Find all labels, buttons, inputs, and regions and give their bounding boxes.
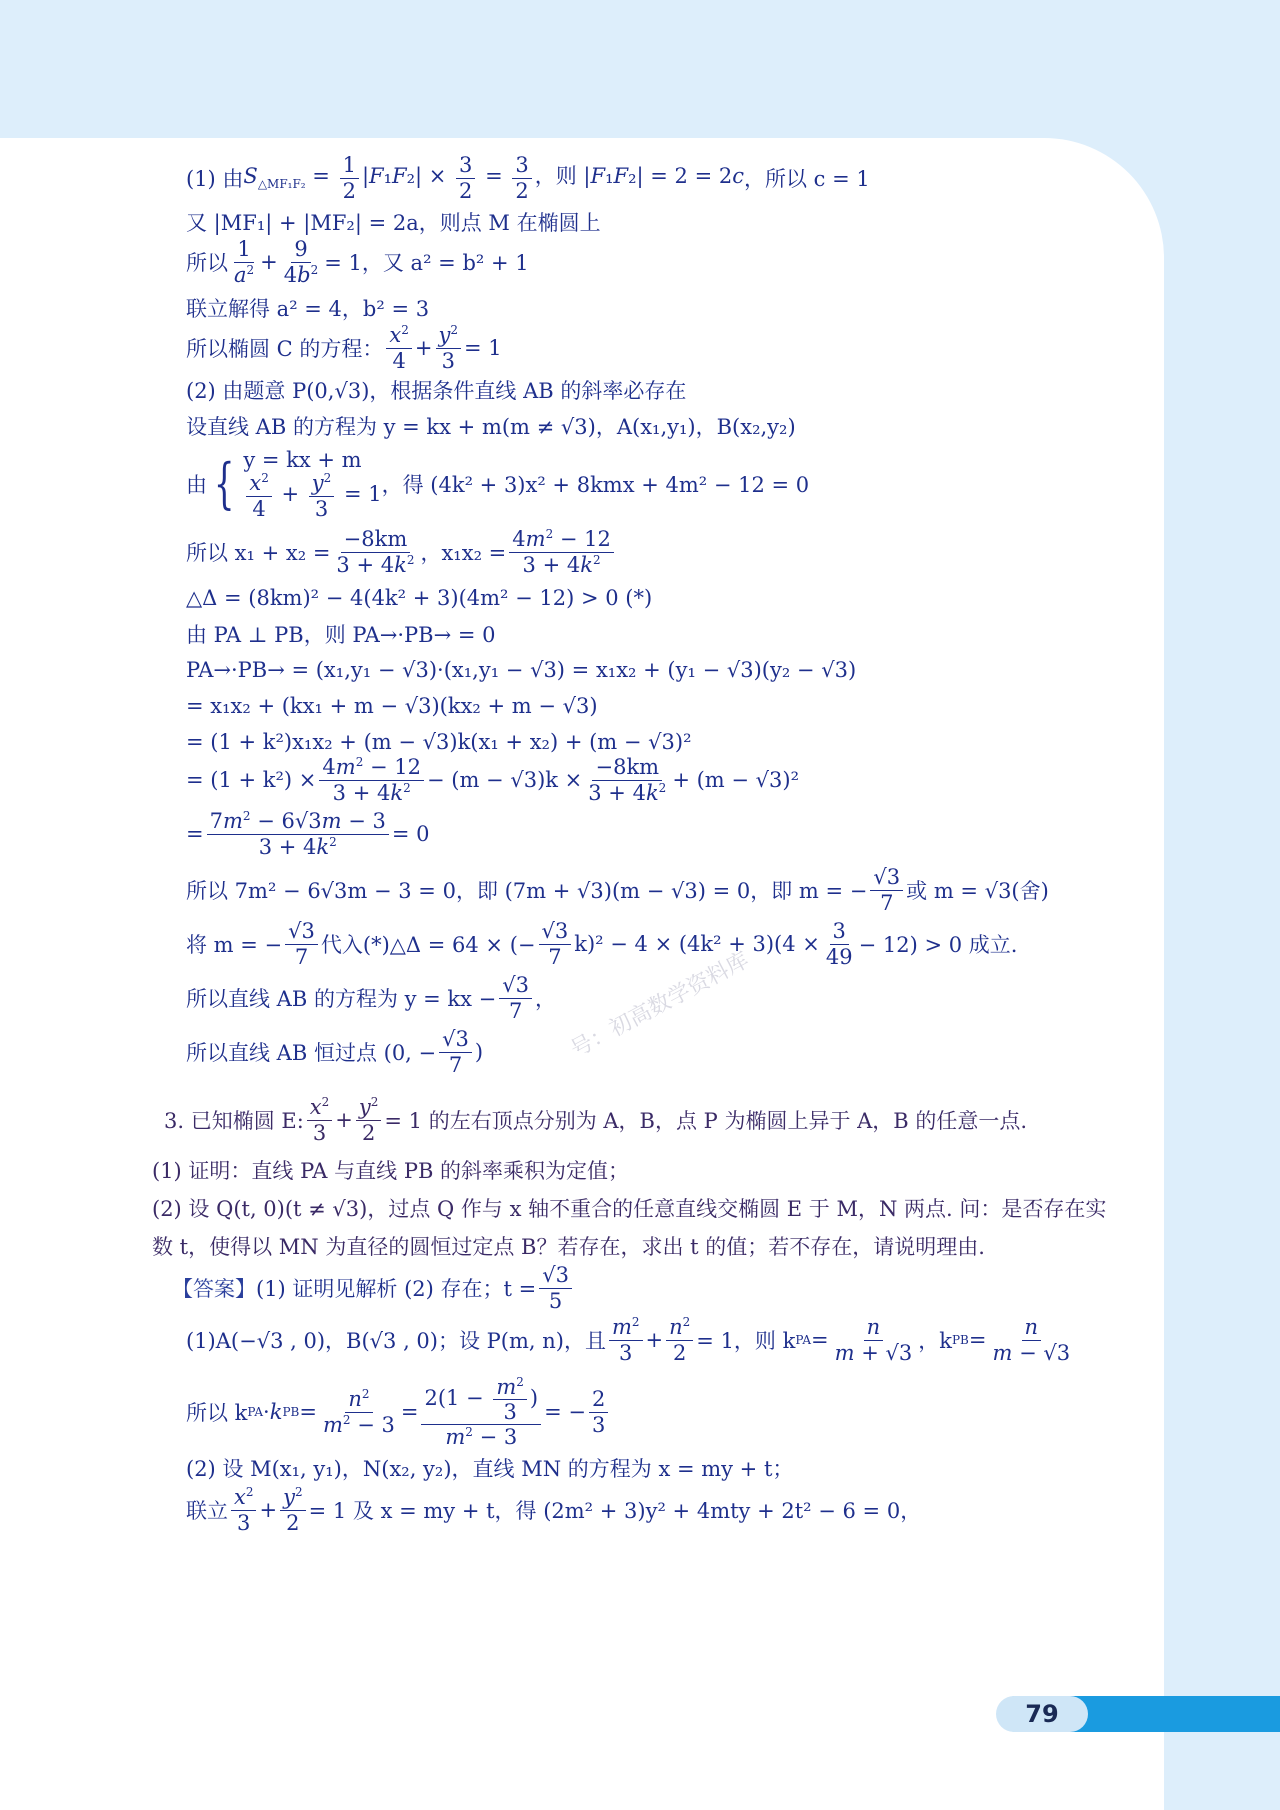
solution-line-15: = (1 + k²) × $\frac{4m^2 - 12}{3 + 4k^2}$ − (m − √3)k × $\frac{-8km}{3 + 4k^2}$ + (m − √3)² bbox=[186, 755, 799, 805]
solution-line-2: 又 |MF₁| + |MF₂| = 2a，则点 M 在椭圆上 bbox=[186, 211, 601, 235]
text: (1) 证明见解析 (2) 存在；t = bbox=[256, 1277, 537, 1301]
solution-line-6: (2) 由题意 P(0,√3)，根据条件直线 AB 的斜率必存在 bbox=[186, 379, 687, 403]
text: 3. 已知椭圆 E: bbox=[164, 1109, 304, 1133]
question-3-part-1: (1) 证明：直线 PA 与直线 PB 的斜率乘积为定值； bbox=[152, 1159, 630, 1183]
page-number: 79 bbox=[996, 1696, 1088, 1732]
solution-line-5: 所以椭圆 C 的方程： $\frac{x^2}{4}$ + $\frac{y^2}{3}$ = 1 bbox=[186, 323, 502, 373]
answer-line-2: 所以 k PA · k PB = $\frac{n^2}{m^2 - 3}$ = 2(1 − $\frac{m^2}{3}$ ) $m^2 - 3$ = − $\frac{2}{3}$ bbox=[186, 1380, 611, 1444]
solution-line-20: 所以直线 AB 恒过点 (0, − $\frac{√3}{7}$ ) bbox=[186, 1027, 484, 1077]
text: 由 bbox=[186, 473, 207, 497]
solution-line-3: 所以 $\frac{1}{a^2}$ + $\frac{9}{4b^2}$ = 1，又 a² = b² + 1 bbox=[186, 237, 529, 287]
text: ，x₁x₂ = bbox=[420, 541, 507, 565]
solution-line-11: 由 PA ⊥ PB，则 PA→·PB→ = 0 bbox=[186, 623, 496, 647]
answer-line-3: (2) 设 M(x₁, y₁)，N(x₂, y₂)，直线 MN 的方程为 x = my + t； bbox=[186, 1457, 794, 1481]
answer-summary: 【答案】 (1) 证明见解析 (2) 存在；t = $\frac{√3}{5}$ bbox=[172, 1268, 575, 1308]
equation: y = kx + m bbox=[243, 448, 362, 473]
solution-line-7: 设直线 AB 的方程为 y = kx + m(m ≠ √3)，A(x₁,y₁)，B(x₂,y₂) bbox=[186, 415, 796, 439]
question-3-part-2-line-2: 数 t，使得以 MN 为直径的圆恒过定点 B？若存在，求出 t 的值；若不存在，请说明理由. bbox=[152, 1235, 985, 1259]
text: 所以 bbox=[186, 251, 228, 275]
solution-line-19: 所以直线 AB 的方程为 y = kx − $\frac{√3}{7}$ ， bbox=[186, 973, 557, 1023]
solution-line-4: 联立解得 a² = 4，b² = 3 bbox=[186, 297, 430, 321]
solution-line-16: = $\frac{7m^2 - 6√3m - 3}{3 + 4k^2}$ = 0 bbox=[186, 809, 430, 859]
solution-line-8: 由 { y = kx + m $\frac{x^2}{4}$ + $\frac{y^2}{3}$ = 1 ，得 (4k² + 3)x² + 8kmx + 4m² − 12 = 0 bbox=[186, 448, 810, 521]
text: ，得 (4k² + 3)x² + 8kmx + 4m² − 12 = 0 bbox=[381, 473, 810, 497]
text: ，k bbox=[918, 1329, 952, 1353]
text: = (1 + k²) × bbox=[186, 768, 317, 792]
text: = 1，又 a² = b² + 1 bbox=[324, 251, 529, 275]
text: = 1 bbox=[464, 336, 502, 360]
text: = bbox=[186, 822, 204, 846]
solution-line-13: = x₁x₂ + (kx₁ + m − √3)(kx₂ + m − √3) bbox=[186, 694, 598, 718]
text: 或 m = √3(舍) bbox=[906, 879, 1049, 903]
text: 所以椭圆 C 的方程： bbox=[186, 337, 384, 361]
text: = 0 bbox=[391, 822, 430, 846]
solution-line-18: 将 m = − $\frac{√3}{7}$ 代入(*)△Δ = 64 × (− $\frac{√3}{7}$ k)² − 4 × (4k² + 3)(4 × $\frac{3}{49}$ − 12) > 0 成立. bbox=[186, 919, 1018, 969]
solution-line-14: = (1 + k²)x₁x₂ + (m − √3)k(x₁ + x₂) + (m − √3)² bbox=[186, 730, 692, 754]
watermark: 号：初高数学资料库 bbox=[566, 947, 754, 1063]
text: (1)A(−√3 , 0)，B(√3 , 0)；设 P(m, n)，且 bbox=[186, 1329, 606, 1353]
question-3-part-2-line-1: (2) 设 Q(t, 0)(t ≠ √3)，过点 Q 作与 x 轴不重合的任意直线交椭圆 E 于 M，N 两点. 问：是否存在实 bbox=[152, 1197, 1107, 1221]
text: 所以直线 AB 恒过点 (0, − bbox=[186, 1041, 437, 1065]
text: = − bbox=[544, 1400, 586, 1424]
text: 将 m = − bbox=[186, 933, 283, 957]
solution-line-17: 所以 7m² − 6√3m − 3 = 0，即 (7m + √3)(m − √3) = 0，即 m = − $\frac{√3}{7}$ 或 m = √3(舍) bbox=[186, 865, 1049, 915]
text: 所以 x₁ + x₂ = bbox=[186, 541, 331, 565]
text: = bbox=[299, 1400, 317, 1424]
text: 代入(*)△Δ = 64 × (− bbox=[320, 933, 536, 957]
text: (1) 由 bbox=[186, 167, 244, 191]
text: = bbox=[810, 1328, 829, 1352]
text: k)² − 4 × (4k² + 3)(4 × bbox=[574, 932, 820, 956]
solution-line-9: 所以 x₁ + x₂ = $\frac{-8km}{3 + 4k^2}$ ，x₁x₂ = $\frac{4m^2 - 12}{3 + 4k^2}$ bbox=[186, 532, 617, 572]
text: 所以 7m² − 6√3m − 3 = 0，即 (7m + √3)(m − √3) = 0，即 m = − bbox=[186, 879, 868, 903]
solution-line-1: (1) 由 $S_{\triangle MF_1F_2}$ = $\frac{1}{2}$ |F₁F₂| × $\frac{3}{2}$ = $\frac{3}{2}$ ，则 |F₁F₂| = 2 = 2c ，所以 c = 1 bbox=[186, 153, 870, 203]
page-sheet bbox=[0, 138, 1164, 1810]
text: = 1，则 k bbox=[696, 1329, 796, 1353]
text: ，所以 c = 1 bbox=[743, 167, 870, 191]
question-3-stem: 3. 已知椭圆 E: $\frac{x^2}{3}$ + $\frac{y^2}{2}$ = 1 的左右顶点分别为 A，B，点 P 为椭圆上异于 A，B 的任意一点. bbox=[164, 1095, 1028, 1145]
text: 所以直线 AB 的方程为 y = kx − bbox=[186, 987, 497, 1011]
text: − 12) > 0 成立. bbox=[858, 933, 1018, 957]
text: + (m − √3)² bbox=[672, 768, 799, 792]
answer-line-1: (1)A(−√3 , 0)，B(√3 , 0)；设 P(m, n)，且 $\frac{m^2}{3}$ + $\frac{n^2}{2}$ = 1，则 k PA = $\frac{n}{m + √3}$ ，k PB = $\frac{n}{m - √3}$ bbox=[186, 1315, 1071, 1365]
text: − (m − √3)k × bbox=[427, 768, 583, 792]
solution-line-10: △Δ = (8km)² − 4(4k² + 3)(4m² − 12) > 0 (*) bbox=[186, 586, 653, 610]
solution-line-12: PA→·PB→ = (x₁,y₁ − √3)·(x₁,y₁ − √3) = x₁x₂ + (y₁ − √3)(y₂ − √3) bbox=[186, 658, 857, 682]
text: 所以 k bbox=[186, 1401, 248, 1425]
text: ) bbox=[474, 1040, 484, 1064]
answer-label: 【答案】 bbox=[172, 1277, 256, 1301]
text: 联立 bbox=[186, 1499, 228, 1523]
answer-line-4: 联立 $\frac{x^2}{3}$ + $\frac{y^2}{2}$ = 1 及 x = my + t，得 (2m² + 3)y² + 4mty + 2t² − 6 = 0， bbox=[186, 1485, 922, 1535]
text: ， bbox=[535, 987, 557, 1011]
page-content bbox=[0, 138, 1164, 1810]
text: = 1 的左右顶点分别为 A，B，点 P 为椭圆上异于 A，B 的任意一点. bbox=[384, 1109, 1028, 1133]
text: = 1 及 x = my + t，得 (2m² + 3)y² + 4mty + 2t² − 6 = 0， bbox=[308, 1499, 922, 1523]
